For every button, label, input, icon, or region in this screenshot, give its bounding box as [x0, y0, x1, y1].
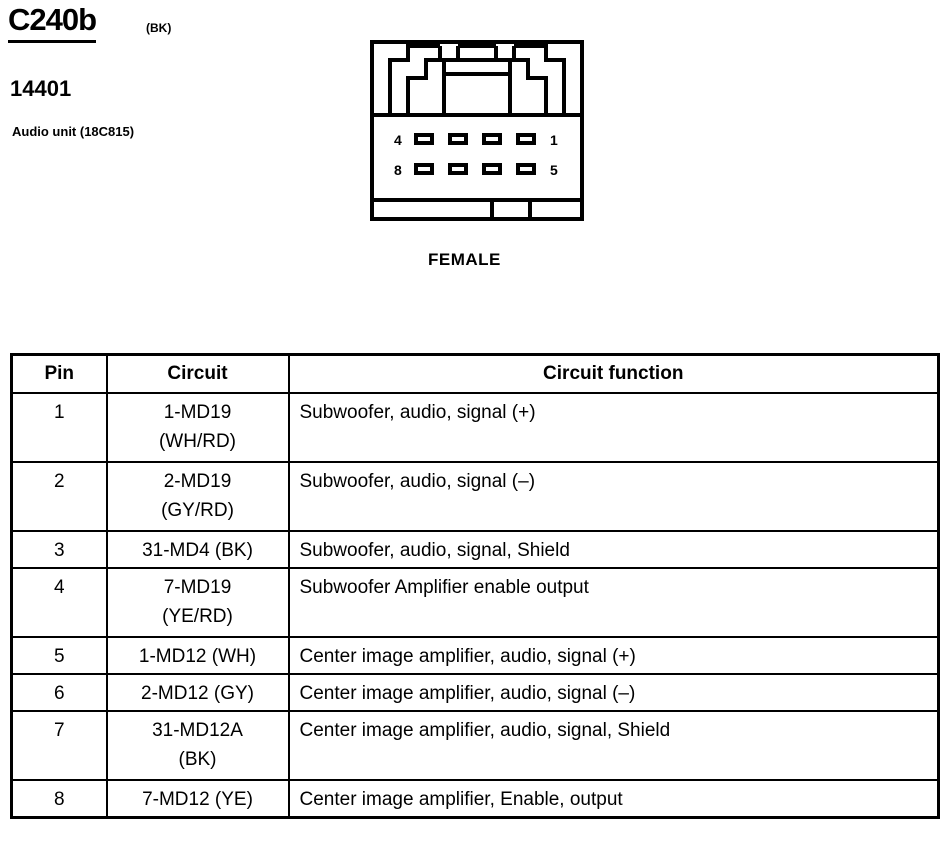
table-row [12, 637, 939, 674]
pin-label-4: 4 [394, 132, 402, 148]
connector-color-code: (BK) [146, 21, 172, 35]
connector-id: C240b [8, 2, 96, 43]
pin-number: 3 [12, 531, 107, 568]
pin-number: 5 [12, 637, 107, 674]
circuit-code: 2-MD12 (GY) [107, 674, 289, 711]
table-row [12, 674, 939, 711]
circuit-code: 31-MD12A (BK) [107, 711, 289, 780]
header-pin: Pin [12, 355, 107, 394]
circuit-code: 31-MD4 (BK) [107, 531, 289, 568]
circuit-code: 7-MD19 (YE/RD) [107, 568, 289, 637]
table-row [12, 393, 939, 462]
circuit-function: Subwoofer, audio, signal, Shield [289, 531, 939, 568]
table-row [12, 531, 939, 568]
pin-label-1: 1 [550, 132, 558, 148]
circuit-function: Center image amplifier, audio, signal (–) [289, 674, 939, 711]
circuit-function: Subwoofer, audio, signal (–) [289, 462, 939, 531]
polarity-key [492, 200, 530, 219]
circuit-code: 1-MD19 (WH/RD) [107, 393, 289, 462]
connector-view-label: FEMALE [428, 250, 501, 269]
pin-number: 4 [12, 568, 107, 637]
locking-latch [390, 46, 564, 115]
pin-label-5: 5 [550, 162, 558, 178]
component-description: Audio unit (18C815) [12, 124, 135, 139]
circuit-code: 1-MD12 (WH) [107, 637, 289, 674]
circuit-function: Center image amplifier, audio, signal, Shield [289, 711, 939, 780]
table-header-row [12, 355, 939, 394]
pin-label-8: 8 [394, 162, 402, 178]
pin-number: 7 [12, 711, 107, 780]
connector-housing [372, 42, 582, 219]
table-row [12, 462, 939, 531]
header-circuit-function: Circuit function [289, 355, 939, 394]
header-circuit: Circuit [107, 355, 289, 394]
table-row [12, 780, 939, 818]
circuit-function: Subwoofer Amplifier enable output [289, 568, 939, 637]
connector-face-diagram [368, 38, 586, 224]
circuit-code: 7-MD12 (YE) [107, 780, 289, 818]
pin-number: 2 [12, 462, 107, 531]
pin-cavities [416, 135, 534, 173]
circuit-code: 2-MD19 (GY/RD) [107, 462, 289, 531]
table-row [12, 711, 939, 780]
pinout-table [10, 353, 940, 819]
pin-number: 1 [12, 393, 107, 462]
circuit-function: Center image amplifier, Enable, output [289, 780, 939, 818]
table-row [12, 568, 939, 637]
part-number: 14401 [10, 76, 72, 101]
circuit-function: Center image amplifier, audio, signal (+) [289, 637, 939, 674]
pin-number: 6 [12, 674, 107, 711]
circuit-function: Subwoofer, audio, signal (+) [289, 393, 939, 462]
pin-number: 8 [12, 780, 107, 818]
